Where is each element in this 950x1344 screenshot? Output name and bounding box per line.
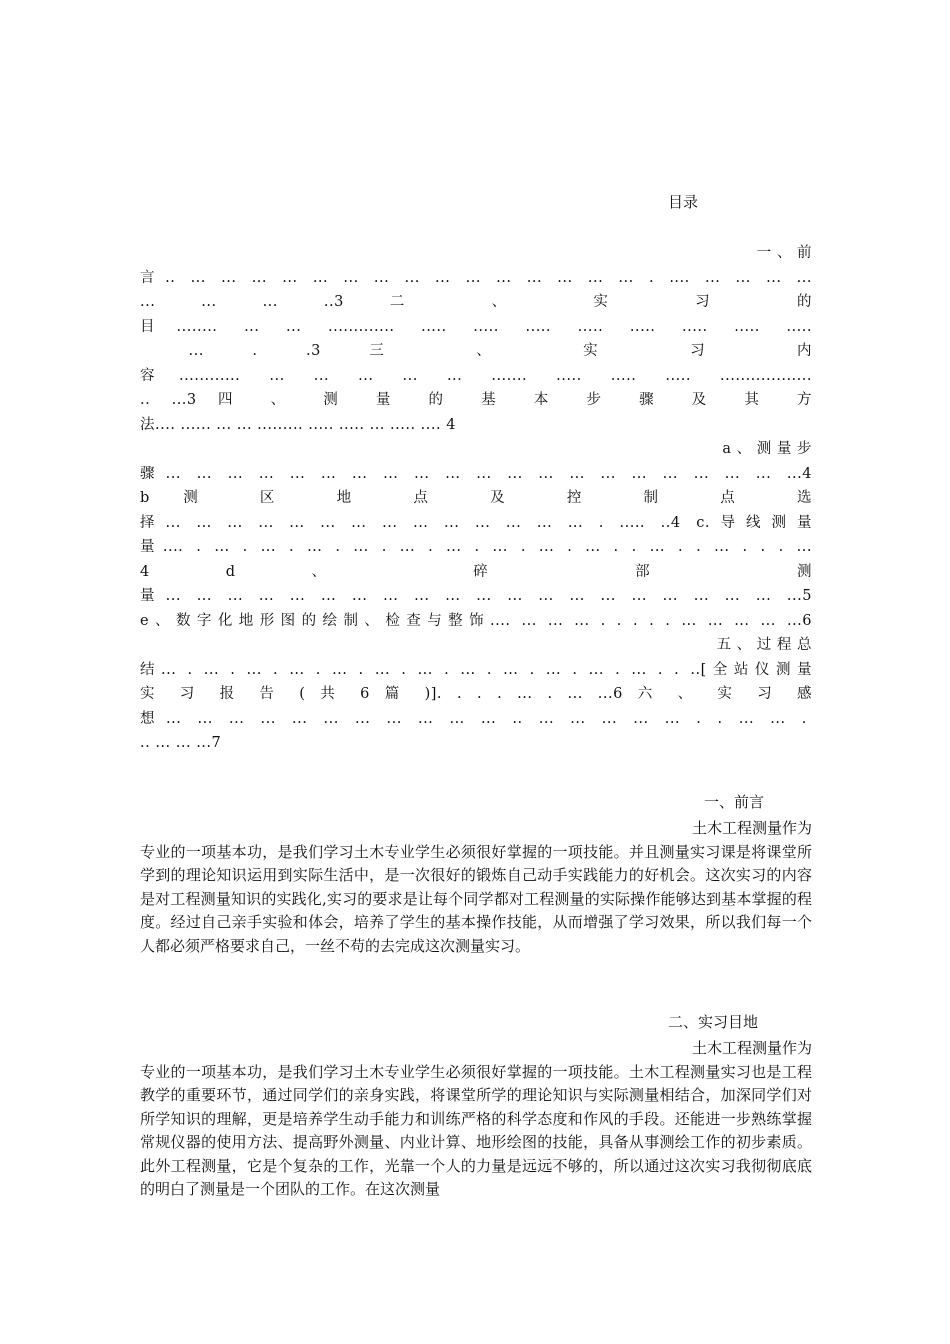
toc-line: 骤... ... ... ... ... ... ... ... ... ... ... ... ... ... ... ... ... ... ... ... ...4: [140, 465, 812, 482]
toc-line: 目........ ... ... ............. ..... ..... ..... ..... ..... ..... ..... .....: [140, 318, 812, 335]
section-first-line: 土木工程测量作为: [691, 1039, 812, 1057]
toc-line: ... ... ... ..3 二 、 实 习 的: [140, 294, 812, 310]
toc-line: 容............ ... ... ... ... ... ....... ..... ..... ..... ..................: [140, 367, 812, 384]
toc-line: 五 、 过 程 总: [716, 637, 812, 653]
section-body-purpose: [140, 1037, 812, 1202]
toc-line: ... . .3 三 、 实 习 内: [140, 343, 812, 359]
toc-line: 言.. ... ... ... ... ... ... ... ... ... ... ... ... ... ... ... . .... ... ... ... ...: [140, 269, 812, 286]
section-first-line: 土木工程测量作为: [691, 819, 812, 837]
toc-line: .. ... ... ...7: [140, 735, 222, 751]
toc-line: 想... ... ... ... ... ... ... ... ... ... ... .. ... ... ... ... ... . . ... ... .: [140, 710, 812, 727]
section-text: 专业的一项基本功，是我们学习土木专业学生必须很好掌握的一项技能。并且测量实习课是将课堂所学到的理论知识运用到实际生活中，是一次很好的锻炼自己动手实践能力的好机会。这次实习的内容是对工程测量知识的实践化,实习的要求是让每个同学都对工程测量的实际操作能够达到基本掌握的程度。经过自己亲手实验和体会，培养了学生的基本操作技能，从而增强了学习效果，所以我们每一个人都必须严格要求自己，一丝不苟的去完成这次测量实习。: [140, 842, 812, 955]
section-heading-purpose: 二、实习目地: [668, 1013, 759, 1031]
table-of-contents: [140, 241, 812, 756]
toc-line: 量... ... ... ... ... ... ... ... ... ... ... ... ... ... ... ... ... ... ... ... ...5: [140, 588, 812, 604]
toc-line: b 测 区 地 点 及 控 制 点 选: [140, 490, 812, 506]
toc-line: 法.... ...... ... ... ......... ..... ..... ... ..... .... 4: [140, 416, 456, 433]
toc-title: 目录: [668, 193, 699, 211]
section-body-preface: [140, 817, 812, 958]
toc-line: 4 d 、 碎 部 测: [140, 563, 812, 580]
toc-line: 结... . ... . ... . ... . ... . ... . ... . ... . ... . ... . ... . ... . . ..[全站仪测量: [140, 661, 812, 678]
section-heading-preface: 一、前言: [704, 793, 765, 811]
toc-line: a 、 测 量 步: [722, 441, 812, 457]
toc-line: 一 、 前: [756, 245, 812, 261]
section-text: 专业的一项基本功，是我们学习土木专业学生必须很好掌握的一项技能。土木工程测量实习也是工程教学的重要环节，通过同学们的亲身实践，将课堂所学的理论知识与实际测量相结合，加深同学们对所学知识的理解，更是培养学生动手能力和训练严格的科学态度和作风的手段。还能进一步熟练掌握常规仪器的使用方法、提高野外测量、内业计算、地形绘图的技能，具备从事测绘工作的初步素质。此外工程测量，它是个复杂的工作，光靠一个人的力量是远远不够的，所以通过这次实习我彻彻底底的明白了测量是一个团队的工作。在这次测量: [140, 1062, 812, 1198]
toc-line: 量.... . ... . ... . ... . ... . ... . ... . ... . ... . ... . . ... . . ... . . . ...: [140, 539, 812, 555]
toc-line: .. ...3 四 、 测 量 的 基 本 步 骤 及 其 方: [140, 392, 812, 408]
toc-line: e、数字化地形图的绘制、检查与整饰.... ... ... ... . . . . . ... ... ... ... ...6: [140, 612, 812, 629]
toc-line: 实 习 报 告 ( 共 6 篇 )]. . . . ... . ... ...6 六 、 实 习 感: [140, 686, 812, 702]
toc-line: 择... ... ... ... ... ... ... ... ... ... ... ... ... ... . ..... ..4 c.导线测量: [140, 514, 812, 531]
